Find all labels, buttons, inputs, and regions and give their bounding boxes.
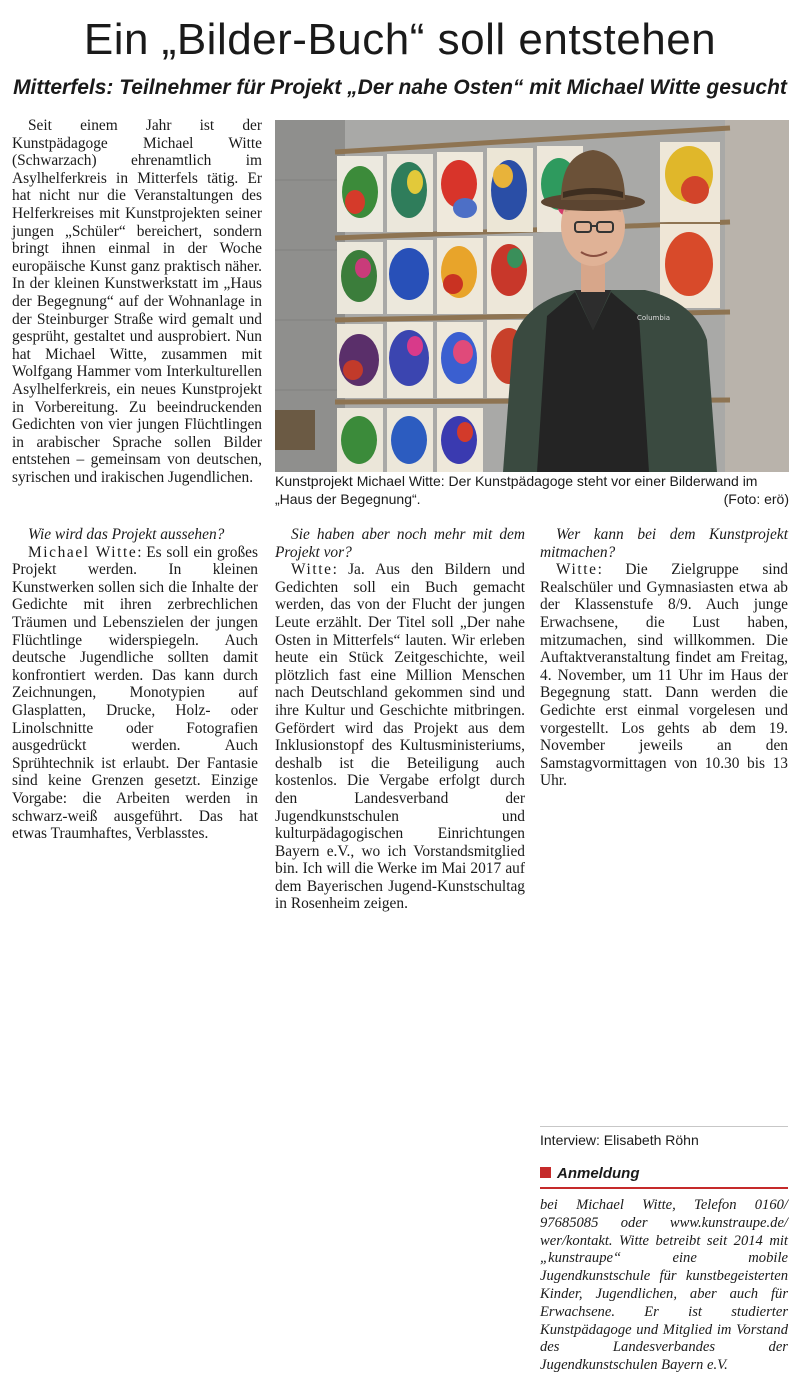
interview-column-2 [275, 526, 525, 913]
question-1: Wie wird das Projekt aussehen? [28, 526, 225, 543]
headline: Ein „Bilder-Buch“ soll entstehen [83, 15, 717, 64]
caption-text: Kunstprojekt Michael Witte: Der Kunstpädagoge steht vor einer Bilderwand im „Haus der Begegnung“. [275, 473, 758, 507]
interview-column-3 [540, 526, 788, 790]
photo-credit: (Foto: erö) [723, 491, 789, 507]
registration-heading-text: Anmeldung [557, 1165, 640, 1182]
answer-2 [275, 561, 525, 913]
answer-3 [540, 561, 788, 790]
registration-text: bei Michael Witte, Telefon 0160/ 97685085 oder www.kunstraupe.de/ wer/kontakt. Witte betreibt seit 2014 mit „kunstraupe“ eine mobile Jugendkunstschule für kunstbegeisterten Kinder, Jugendlichen, aber auch für Erwachsene. Er ist studierter Kunstpädagoge und Mitglied im Vorstand des Landesverbandes der Jugendkunstschulen Bayern e.V. [540, 1197, 788, 1374]
intro-text: Seit einem Jahr ist der Kunstpädagoge Michael Witte (Schwarzach) ehrenamtlich im Asylhelferkreis in Mitterfels tätig. Er hat nicht nur die Veranstaltungen des Helferkreises mit Kunstprojekten seiner jungen „Schüler“ bereichert, sondern bringt ihnen einmal in der Woche europäische Kunst ganz praktisch näher. In der kleinen Kunstwerkstatt im „Haus der Begegnung“ auf der Wohnanlage in der Steinburger Straße wird gemalt und gesprüht, gestaltet und ausprobiert. Nun hat Michael Witte, zusammen mit Wolfgang Hammer vom Interkulturellen Asylhelferkreis, ein neues Kunstprojekt in Vorbereitung. Zu beeindruckenden Gedichten von vier jungen Flüchtlingen in arabischer Sprache sollen Bilder entstehen – gemeinsam von deutschen, syrischen und irakischen Jugendlichen. [12, 117, 262, 486]
registration-heading [540, 1163, 788, 1189]
answer-2-text: : Ja. Aus den Bildern und Gedichten soll ein Buch gemacht werden, das von der Flucht der jungen Leute erzählt. Der Titel soll „Der nahe Osten in Mitterfels“ lauten. Wir erleben heute ein Stück Zeitgeschichte, weil plötzlich fast eine Million Menschen nach Deutschland gekommen sind und ihre Kultur und Geschichte mitbringen. Gefördert wird das Projekt aus dem Inklusionstopf des Kultusministeriums, deshalb ist die Beteiligung auch kostenlos. Die Vergabe erfolgt durch den Landesverband der Jugendkunstschulen und kulturpädagogischen Einrichtungen Bayern e.V., wo ich Vorstandsmitglied bin. Ich will die Werke im Mai 2017 auf dem Bayerischen Jugend-Kunstschultag in Rosenheim zeigen. [275, 561, 525, 913]
answer-1-speaker: Michael Witte [28, 543, 138, 561]
photo-caption [275, 472, 789, 508]
interview-column-1 [12, 526, 258, 843]
intro-paragraph [12, 117, 262, 486]
question-2: Sie haben aber noch mehr mit dem Projekt vor? [275, 526, 525, 561]
subheadline: Mitterfels: Teilnehmer für Projekt „Der nahe Osten“ mit Michael Witte gesucht [13, 76, 787, 99]
question-3: Wer kann bei dem Kunstprojekt mitmachen? [540, 526, 788, 561]
article-photo [275, 120, 789, 472]
answer-3-text: : Die Zielgruppe sind Realschüler und Gymnasiasten etwa ab der Klassenstufe 8/9. Auch junge Erwachsene, die Lust haben, mitzumachen, sind willkommen. Die Auftaktveranstaltung findet am Freitag, 4. November, um 11 Uhr im Haus der Begegnung statt. Dann werden die Gedichte erst einmal vorgelesen und vorgestellt. Los gehts ab dem 19. November jeweils an den Samstagvormittagen von 10.30 bis 13 Uhr. [540, 561, 788, 790]
answer-3-speaker: Witte [556, 561, 598, 579]
answer-2-speaker: Witte [291, 561, 333, 579]
byline: Interview: Elisabeth Röhn [540, 1126, 788, 1149]
answer-1-text: : Es soll ein großes Projekt werden. In kleinen Kunstwerken sollen sich die Inhalte der Gedichte mit ihren zerbrechlichen Träumen und Lebenszielen der jungen Flüchtlinge widerspiegeln. Auch deutsche Jugendliche sollten damit konfrontiert werden. Das kann durch Zeichnungen, Monotypien auf Glasplatten, Drucke, Holz- oder Linolschnitte oder Fotografien ausgedrückt werden. Auch Sprühtechnik ist erlaubt. Der Fantasie sind keine Grenzen gesetzt. Einzige Vorgabe: die Arbeiten werden in schwarz-weiß ausgeführt. Das hat etwas Traumhaftes, Verblasstes. [12, 543, 258, 843]
columbia-logo: Columbia [637, 314, 671, 322]
answer-1 [12, 544, 258, 843]
photo-artist-painting-wall [275, 120, 789, 472]
red-square-icon [540, 1167, 551, 1178]
